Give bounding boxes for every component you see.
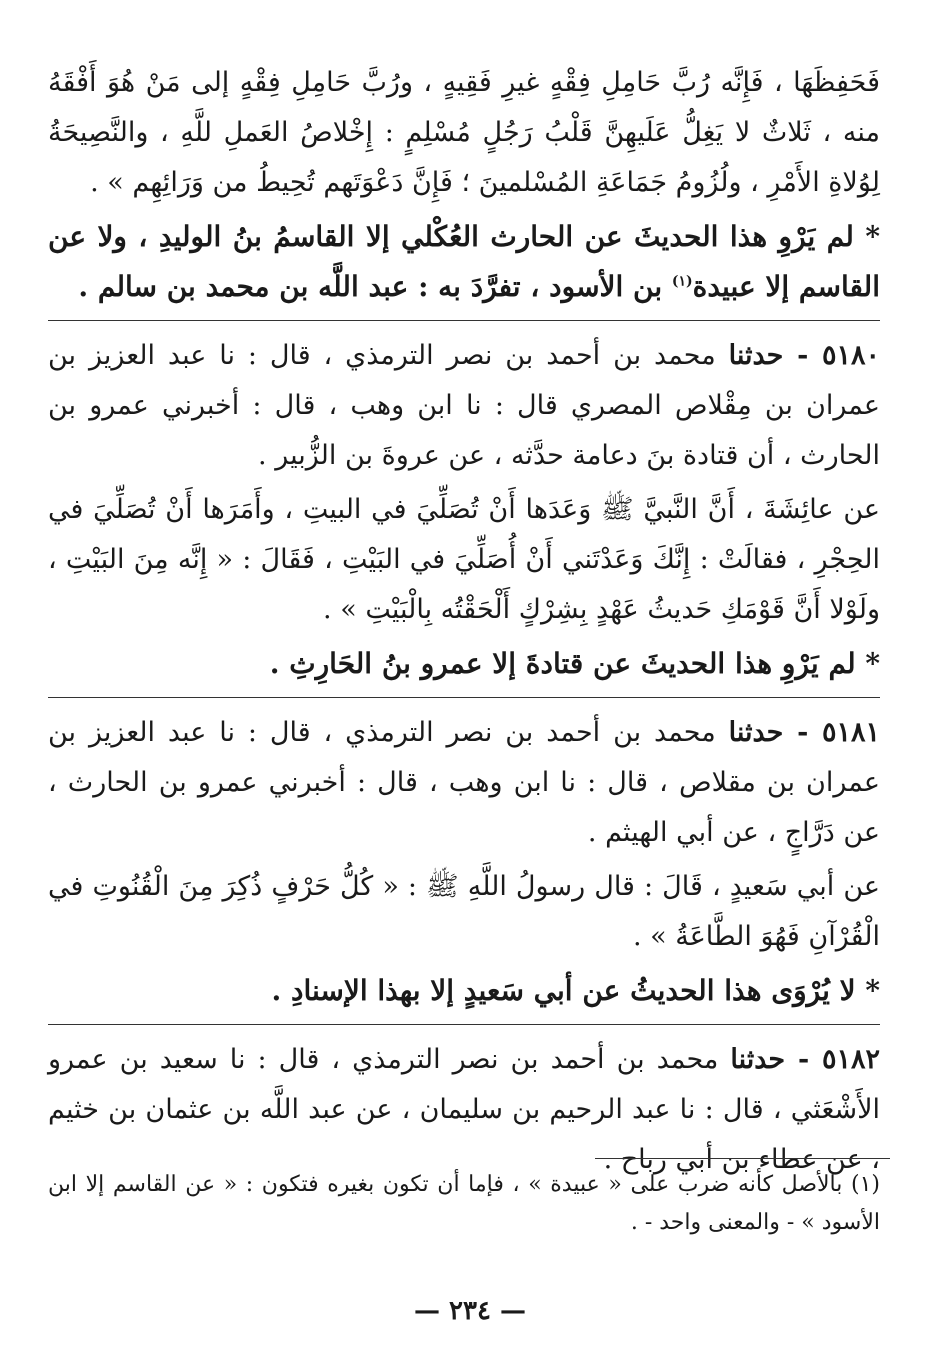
note-5180: * لم يَرْوِ هذا الحديثَ عن قتادةَ إلا عمرو بنُ الحَارِثِ . [269,647,880,680]
separator-line [48,697,880,698]
isnad-text: محمد بن أحمد بن نصر الترمذي ، قال : نا عبد العزيز بن عمران بن مِقْلاص المصري قال : نا ابن وهب ، قال : أخبرني عمرو بن الحارث ، أن قتادة بنَ دعامة حدَّثه ، عن عروةَ بن الزُّبير . [48,340,880,471]
footnote-rule [595,1158,890,1159]
hadith-text-continuation: فَحَفِظَهَا ، فَإِنَّه رُبَّ حَامِلِ فِقْهٍ غيرِ فَقِيهٍ ، ورُبَّ حَامِلِ فِقْهٍ إلى مَنْ هُوَ أَفْقَهُ منه ، ثَلاثٌ لا يَغِلُّ عَلَيهِنَّ قَلْبُ رَجُلٍ مُسْلِمٍ : إِخْلاصُ العَملِ للَّهِ ، والنَّصِيحَةُ لِوُلاةِ الأَمْرِ ، ولُزُومُ جَمَاعَةِ المُسْلمينَ ؛ فَإِنَّ دَعْوَتَهم تُحِيطُ من وَرَائِهِم » . [48,67,880,198]
note-5181: * لا يُرْوَى هذا الحديثُ عن أبي سَعيدٍ إلا بهذا الإسنادِ . [271,974,880,1007]
note-5179-part-a: * لم يَرْوِ هذا الحديثَ عن الحارث العُكْلي إلا القاسمُ بنُ الوليدِ ، ولا عن القاسم إلا عبيدة [48,220,880,303]
hadith-5182-isnad [48,1035,880,1185]
hadith-lead: - حدثنا [728,340,822,371]
isnad-text: محمد بن أحمد بن نصر الترمذي ، قال : نا سعيد بن عمرو الأَشْعَثي ، قال : نا عبد الرحيم بن سليمان ، عن عبد اللَّه بن عثمان بن خثيم ، عن عطاء بن أبي رباح . [48,1044,880,1175]
footnote-ref: (١) [671,273,693,290]
separator-line [48,1024,880,1025]
hadith-5181-isnad [48,708,880,858]
hadith-number: ٥١٨١ [821,717,880,748]
isnad-text: محمد بن أحمد بن نصر الترمذي ، قال : نا عبد العزيز بن عمران بن مقلاص ، قال : نا ابن وهب ، قال : أخبرني عمرو بن الحارث ، عن دَرَّاجٍ ، عن أبي الهيثم . [48,717,880,848]
hadith-5180-matn: عن عائِشَةَ ، أَنَّ النَّبيَّ ﷺ وَعَدَها أَنْ تُصَلِّيَ في البيتِ ، وأَمَرَها أَنْ تُصَلِّيَ في الحِجْرِ ، فقالَتْ : إِنَّكَ وَعَدْتَني أَنْ أُصَلِّيَ في البَيْتِ ، فَقَالَ : « إِنَّه مِنَ البَيْتِ ، ولَوْلا أَنَّ قَوْمَكِ حَديثُ عَهْدٍ بِشِرْكٍ أَلْحَقْتُه بِالْبَيْتِ » . [48,494,880,625]
separator-line [48,320,880,321]
footnote: (١) بالأصل كأنه ضرب على « عبيدة » ، فإما أن تكون بغيره فتكون : « عن القاسم إلا ابن الأسود » - والمعنى واحد - . [48,1172,880,1235]
hadith-number: ٥١٨٠ [821,340,880,371]
hadith-lead: - حدثنا [730,1044,822,1075]
hadith-5180-isnad [48,331,880,481]
hadith-lead: - حدثنا [728,717,822,748]
note-5179-part-b: بن الأسود ، تفرَّدَ به : عبد اللَّه بن محمد بن سالم . [78,270,672,303]
hadith-5181-matn: عن أبي سَعيدٍ ، قَالَ : قال رسولُ اللَّهِ ﷺ : « كُلُّ حَرْفٍ ذُكِرَ مِنَ الْقُنُوتِ في الْقُرْآنِ فَهُوَ الطَّاعَةُ » . [48,871,880,952]
hadith-number: ٥١٨٢ [821,1044,880,1075]
page-number: — ٢٣٤ — [413,1296,527,1326]
note-5179 [48,212,880,312]
main-text [48,58,880,1189]
